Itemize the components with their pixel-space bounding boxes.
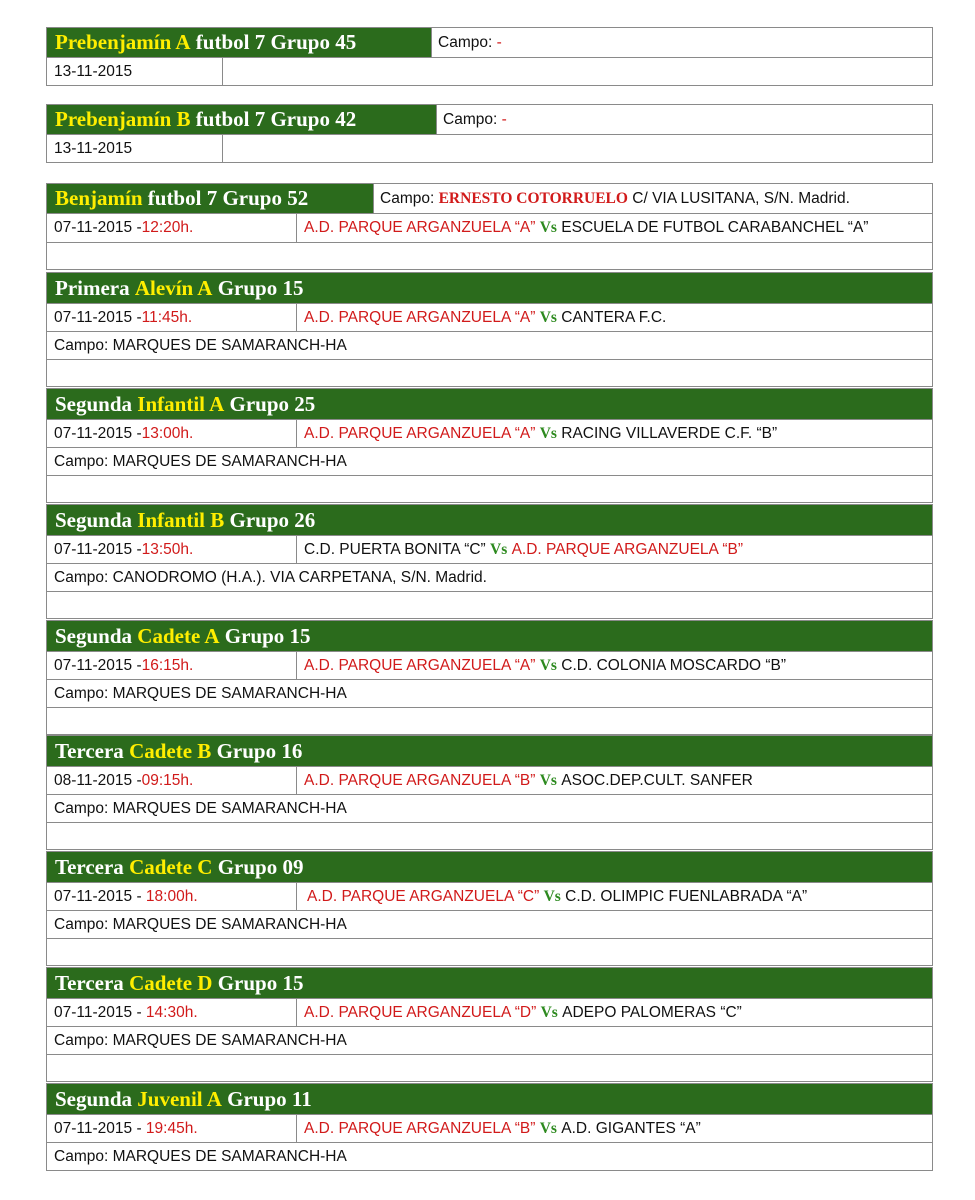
section-title: Prebenjamín B futbol 7 Grupo 42 bbox=[47, 105, 436, 134]
section-title: Segunda Juvenil A Grupo 11 bbox=[47, 1084, 932, 1114]
match-date: 07-11-2015 - 18:00h. bbox=[47, 883, 297, 910]
match-date: 07-11-2015 - 11:45h. bbox=[47, 304, 297, 331]
section-prebenjamin-a bbox=[46, 27, 933, 86]
match-teams: A.D. PARQUE ARGANZUELA “B” Vs A.D. GIGANTES “A” bbox=[304, 1119, 701, 1137]
campo-cell: Campo: ERNESTO COTORRUELO C/ VIA LUSITANA, S/N. Madrid. bbox=[373, 184, 932, 213]
section-infantil-b bbox=[46, 504, 933, 619]
match-teams: A.D. PARQUE ARGANZUELA “A” Vs ESCUELA DE FUTBOL CARABANCHEL “A” bbox=[304, 219, 869, 236]
match-date: 13-11-2015 bbox=[47, 135, 223, 162]
match-date: 07-11-2015 - 13:50h. bbox=[47, 536, 297, 563]
match-date: 13-11-2015 bbox=[47, 58, 223, 85]
match-teams: A.D. PARQUE ARGANZUELA “A” Vs CANTERA F.C. bbox=[304, 308, 667, 326]
section-title: Primera Alevín A Grupo 15 bbox=[47, 273, 932, 303]
section-cadete-c bbox=[46, 851, 933, 966]
match-campo: Campo: MARQUES DE SAMARANCH-HA bbox=[54, 1031, 347, 1049]
match-teams: A.D. PARQUE ARGANZUELA “B” Vs ASOC.DEP.CULT. SANFER bbox=[304, 771, 753, 789]
section-title: Segunda Cadete A Grupo 15 bbox=[47, 621, 932, 651]
match-campo: Campo: CANODROMO (H.A.). VIA CARPETANA, S/N. Madrid. bbox=[54, 568, 487, 586]
match-campo: Campo: MARQUES DE SAMARANCH-HA bbox=[54, 1147, 347, 1165]
match-date: 07-11-2015 - 13:00h. bbox=[47, 420, 297, 447]
campo-cell: Campo: - bbox=[436, 105, 932, 134]
section-cadete-a bbox=[46, 620, 933, 735]
match-date: 07-11-2015 - 14:30h. bbox=[47, 999, 297, 1026]
section-cadete-d bbox=[46, 967, 933, 1082]
section-juvenil-a bbox=[46, 1083, 933, 1171]
section-title: Benjamín futbol 7 Grupo 52 bbox=[47, 184, 373, 213]
section-title: Tercera Cadete C Grupo 09 bbox=[47, 852, 932, 882]
match-teams: A.D. PARQUE ARGANZUELA “A” Vs RACING VILLAVERDE C.F. “B” bbox=[304, 424, 778, 442]
section-title: Tercera Cadete D Grupo 15 bbox=[47, 968, 932, 998]
section-title: Segunda Infantil A Grupo 25 bbox=[47, 389, 932, 419]
section-infantil-a bbox=[46, 388, 933, 503]
section-benjamin bbox=[46, 183, 933, 270]
match-date: 08-11-2015 - 09:15h. bbox=[47, 767, 297, 794]
match-teams: A.D. PARQUE ARGANZUELA “D” Vs ADEPO PALOMERAS “C” bbox=[304, 1003, 742, 1021]
match-campo: Campo: MARQUES DE SAMARANCH-HA bbox=[54, 684, 347, 702]
match-date: 07-11-2015 - 16:15h. bbox=[47, 652, 297, 679]
section-title: Segunda Infantil B Grupo 26 bbox=[47, 505, 932, 535]
match-date: 07-11-2015 - 19:45h. bbox=[47, 1115, 297, 1142]
section-prebenjamin-b bbox=[46, 104, 933, 163]
campo-cell: Campo: - bbox=[431, 28, 932, 57]
match-campo: Campo: MARQUES DE SAMARANCH-HA bbox=[54, 452, 347, 470]
section-alevin-a bbox=[46, 272, 933, 387]
match-campo: Campo: MARQUES DE SAMARANCH-HA bbox=[54, 336, 347, 354]
match-date: 07-11-2015 - 12:20h. bbox=[47, 214, 297, 242]
match-teams: A.D. PARQUE ARGANZUELA “C” Vs C.D. OLIMPIC FUENLABRADA “A” bbox=[307, 887, 808, 905]
section-title: Tercera Cadete B Grupo 16 bbox=[47, 736, 932, 766]
section-cadete-b bbox=[46, 735, 933, 850]
match-teams: C.D. PUERTA BONITA “C” Vs A.D. PARQUE ARGANZUELA “B” bbox=[304, 540, 743, 558]
match-teams: A.D. PARQUE ARGANZUELA “A” Vs C.D. COLONIA MOSCARDO “B” bbox=[304, 656, 787, 674]
match-campo: Campo: MARQUES DE SAMARANCH-HA bbox=[54, 799, 347, 817]
section-title: Prebenjamín A futbol 7 Grupo 45 bbox=[47, 28, 431, 57]
match-campo: Campo: MARQUES DE SAMARANCH-HA bbox=[54, 915, 347, 933]
